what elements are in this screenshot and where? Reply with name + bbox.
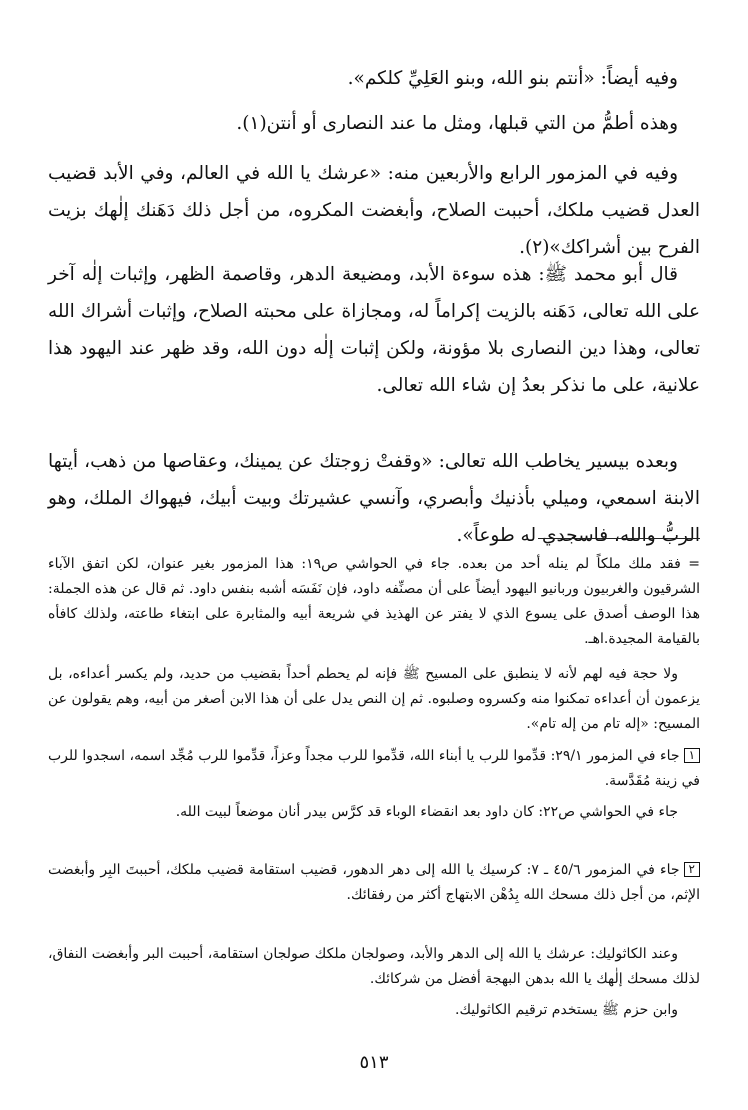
footnote-1-gloss: جاء في الحواشي ص٢٢: كان داود بعد انقضاء الوباء قد كرَّس بيدر أنان موضعاً لبيت الله. — [175, 804, 678, 820]
page-number: ٥١٣ — [359, 1052, 389, 1073]
main-paragraph-3: وفيه في المزمور الرابع والأربعين منه: «عرشك يا الله في العالم، وفي الأبد قضيب العدل قضيب ملكك، أحببت الصلاح، وأبغضت المكروه، من أجل ذلك دَهَنك إلٰهك بزيت الفرح بين أشراكك»(٢). — [48, 163, 700, 258]
footnote-2-text: جاء في المزمور ٤٥/٦ ـ ٧: كرسيك يا الله إلى دهر الدهور، قضيب استقامة قضيب ملكك، أحببتَ البِر وأبغضت الإثم، من أجل ذلك مسحك الله بِدُهْن الابتهاج أكثر من رفقائك. — [48, 862, 700, 903]
main-paragraph-5: وبعده بيسير يخاطب الله تعالى: «وقفتْ زوجتك عن يمينك، وعقاصها من ذهب، أيتها الابنة اسمعي، وميلي بأذنيك وأبصري، وآنسي عشيرتك وبيت أبيك، فيهواك الملك، وهو الربُّ والله، فاسجدي له طوعاً». — [48, 451, 700, 546]
footnote-1-marker: ١ — [684, 748, 700, 763]
footnote-objection: ولا حجة فيه لهم لأنه لا ينطبق على المسيح ﷺ فإنه لم يحطم أحداً بقضيب من حديد، ولم يكسر أعداءه، بل يزعمون أن أعداءه تمكنوا منه وكسروه وصلبوه. ثم إن النص يدل على أن هذا الابن أصغر من أبيه، وهم يقولون عن المسيح: «إله تام من إله تام». — [48, 666, 700, 732]
footnote-1-text: جاء في المزمور ٢٩/١: قدِّموا للرب يا أبناء الله، قدِّموا للرب مجداً وعزاً، قدِّموا للرب مُجِّد اسمه، اسجدوا للرب في زينة مُقَدَّسة. — [48, 748, 700, 789]
footnote-ibn-hazm: وابن حزم ﷺ يستخدم ترقيم الكاثوليك. — [455, 1002, 678, 1018]
main-paragraph-2: وهذه أطمُّ من التي قبلها، ومثل ما عند النصارى أو أنتن(١). — [236, 113, 678, 134]
footnote-1 — [48, 744, 700, 794]
footnote-continued: = فقد ملك ملكاً لم ينله أحد من بعده. جاء في الحواشي ص١٩: هذا المزمور بغير عنوان، لكن اتفق الآباء الشرقيون والغربيون وربانيو اليهود أيضاً على أن مصنِّفه داود، فإن نَفَسَه أشبه بنفس داود. ثم قال عن هذه الجملة: هذا الوصف أصدق على يسوع الذي لا يفتر عن الهذيذ في شريعة أبيه والمثابرة على ابتغاء طاعته، ولذلك كافأه بالقيامة المجيدة.اهـ. — [48, 556, 700, 647]
book-page — [48, 0, 700, 1110]
footnote-separator — [538, 538, 700, 539]
main-paragraph-1: وفيه أيضاً: «أنتم بنو الله، وبنو العَلِيِّ كلكم». — [347, 68, 678, 89]
footnote-catholic: وعند الكاثوليك: عرشك يا الله إلى الدهر والأبد، وصولجان ملكك صولجان استقامة، أحببت البر وأبغضت النفاق، لذلك مسحك إلٰهك يا الله بدهن البهجة أفضل من شركائك. — [48, 946, 700, 987]
footnote-2 — [48, 858, 700, 908]
footnote-2-marker: ٢ — [684, 862, 700, 877]
main-paragraph-4: قال أبو محمد ﷺ: هذه سوءة الأبد، ومضيعة الدهر، وقاصمة الظهر، وإثبات إلٰه آخر على الله تعالى، دَهَنه بالزيت إكراماً له، ومجازاة على محبته الصلاح، وإثبات أشراك الله تعالى، وهذا دين النصارى بلا مؤونة، ولكن إثبات إلٰه دون الله، وقد ظهر عند اليهود هذا علانية، على ما نذكر بعدُ إن شاء الله تعالى. — [48, 264, 700, 396]
